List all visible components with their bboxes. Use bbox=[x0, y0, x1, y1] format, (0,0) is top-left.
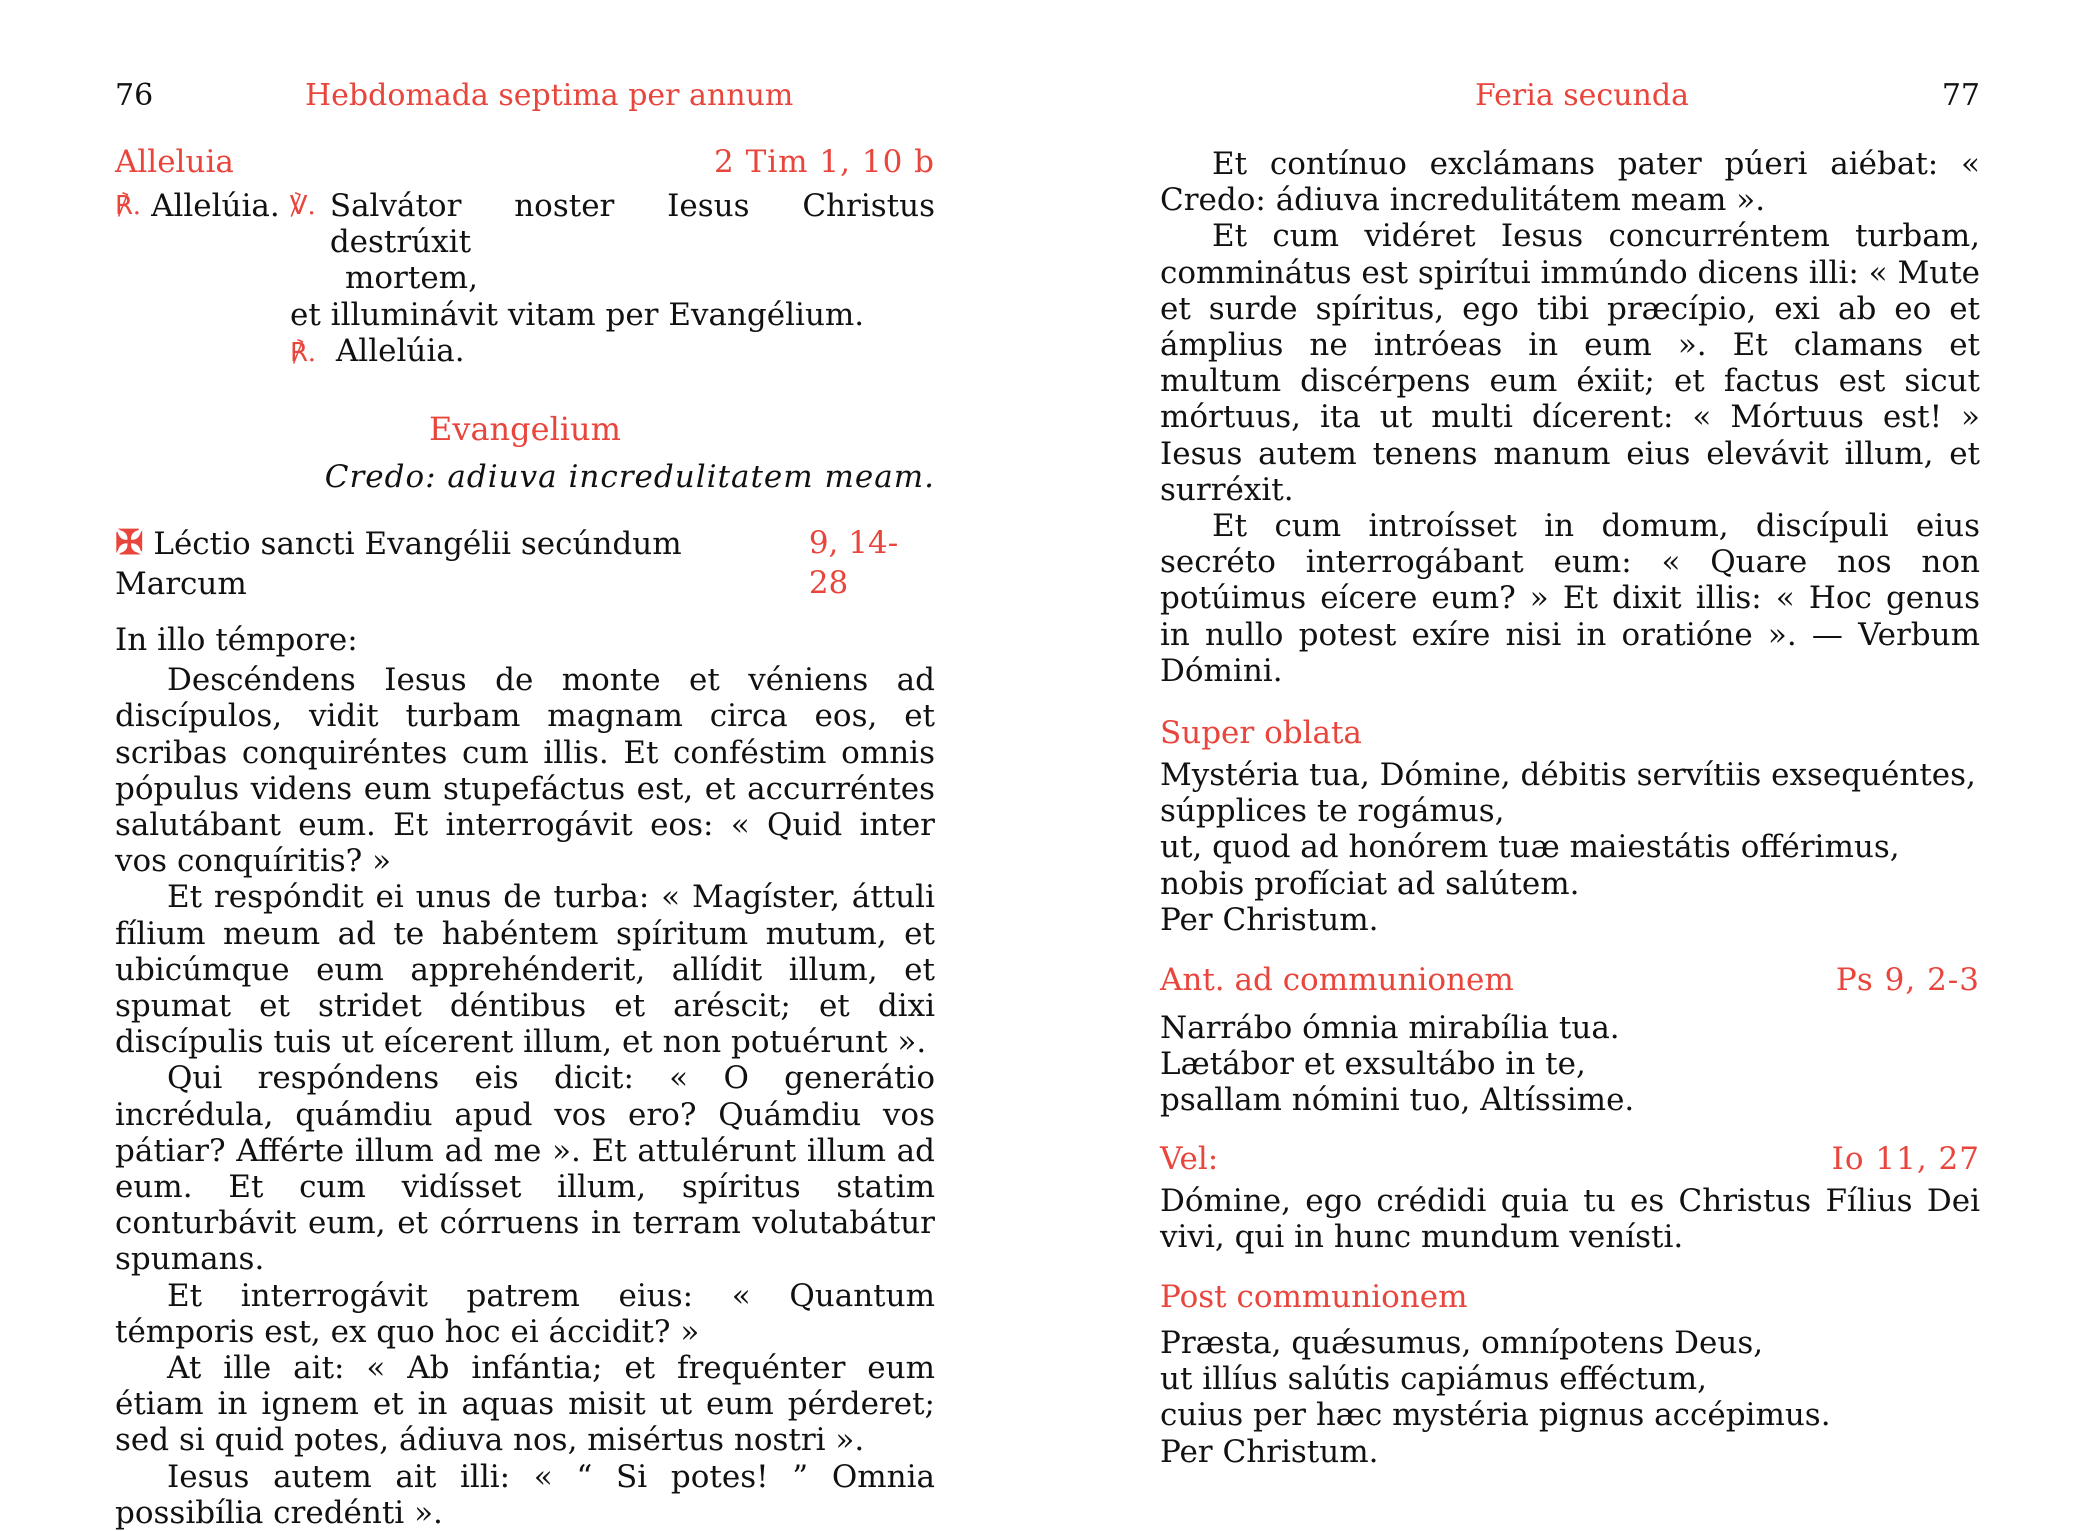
evangelium-heading: Evangelium bbox=[429, 410, 621, 449]
gospel-paragraph: Iesus autem ait illi: « “ Si potes! ” Omnia possibília credénti ». bbox=[115, 1458, 935, 1531]
alleluia-response: Allelúia. bbox=[151, 188, 280, 224]
right-page bbox=[1160, 0, 1980, 1500]
alleluia-closing: Allelúia. bbox=[335, 332, 465, 369]
alleluia-reference: 2 Tim 1, 10 b bbox=[714, 144, 935, 180]
alleluia-heading: Alleluia bbox=[115, 144, 234, 180]
left-page bbox=[115, 0, 935, 1531]
page-number-left: 76 bbox=[115, 78, 154, 113]
antiphon-line: Narrábo ómnia mirabília tua. bbox=[1160, 1010, 1620, 1047]
communion-antiphon-reference: Ps 9, 2-3 bbox=[1835, 962, 1980, 999]
gospel-continuation-paragraph: Et contínuo exclámans pater púeri aiébat: « Credo: ádiuva incredulitátem meam ». bbox=[1160, 146, 1980, 219]
gospel-continuation-paragraph: Et cum vidéret Iesus concurréntem turbam, comminátus est spirítui immúndo dicens illi: « Mute et surde spíritus, ego tibi præcípio, exi ab eo et ámplius ne intróeas in eum ». Et clamans et multum discérpens eum éxiit; et factus est sicut mórtuus, ita ut multi dícerent: « Mórtuus est! » Iesus autem tenens manum eius elevávit illum, et surréxit. bbox=[1160, 218, 1981, 508]
prayer-line: nobis profíciat ad salútem. bbox=[1160, 865, 1580, 902]
gospel-continuation-paragraph: Et cum introísset in domum, discípuli eius secréto interrogábant eum: « Quare nos non potúimus eícere eum? » Et dixit illis: « Hoc genus in nullo potest exíre nisi in oratióne ». — Verbum Dómini. bbox=[1160, 508, 1980, 689]
vel-heading-row bbox=[1160, 1139, 1980, 1179]
vel-reference: Io 11, 27 bbox=[1831, 1140, 1980, 1177]
alleluia-verse-line2: et illuminávit vitam per Evangélium. bbox=[290, 296, 865, 333]
running-head-left bbox=[115, 78, 935, 118]
prayer-line: cuius per hæc mystéria pignus accépimus. bbox=[1160, 1397, 1831, 1434]
gospel-paragraph: Et respóndit ei unus de turba: « Magíster, áttuli fílium meum ad te habéntem spíritum mutum, et ubicúmque eum apprehénderit, allídit illum, et spumat et stridet déntibus et aréscit; et dixi discípulis tuis ut eícerent illum, et non potuérunt ». bbox=[115, 879, 935, 1061]
antiphon-line: psallam nómini tuo, Altíssime. bbox=[1160, 1082, 1635, 1119]
alleluia-heading-row bbox=[115, 142, 935, 182]
response-symbol-closing: ℟. bbox=[290, 337, 317, 368]
post-communionem-heading-row bbox=[1160, 1277, 1980, 1317]
super-oblata-heading: Super oblata bbox=[1160, 715, 1362, 752]
super-oblata-heading-row bbox=[1160, 713, 1980, 753]
running-title-right: Feria secunda bbox=[1475, 78, 1689, 113]
running-title-left: Hebdomada septima per annum bbox=[305, 78, 794, 113]
prayer-line: ut illíus salútis capiámus efféctum, bbox=[1160, 1361, 1708, 1398]
alleluia-verse-line1: Salvátor noster Iesus Christus destrúxit bbox=[329, 188, 935, 261]
lectio-title: Léctio sancti Evangélii secúndum Marcum bbox=[115, 526, 682, 603]
gospel-intro: In illo témpore: bbox=[115, 622, 358, 659]
alleluia-verse-line1b: mortem, bbox=[345, 260, 478, 297]
gospel-paragraph: Descéndens Iesus de monte et véniens ad discípulos, vidit turbam magnam circa eos, et scribas conquiréntes cum illis. Et conféstim omnis pópulus videns eum stupefáctus est, et accurréntes salutábant eum. Et interrogávit eos: « Quid inter vos conquíritis? » bbox=[115, 662, 935, 880]
alleluia-closing-row bbox=[115, 333, 935, 371]
response-symbol: ℟. bbox=[115, 191, 142, 221]
vel-text: Dómine, ego crédidi quia tu es Christus Fílius Dei vivi, qui in hunc mundum venísti. bbox=[1160, 1182, 1980, 1255]
prayer-line: súpplices te rogámus, bbox=[1160, 793, 1505, 830]
versicle-symbol: ℣. bbox=[289, 191, 316, 221]
alleluia-verse-row bbox=[115, 188, 935, 260]
evangelium-motto: Credo: adiuva incredulitatem meam. bbox=[324, 459, 935, 496]
post-communionem-heading: Post communionem bbox=[1160, 1279, 1468, 1316]
prayer-line: ut, quod ad honórem tuæ maiestátis offérimus, bbox=[1160, 829, 1900, 866]
antiphon-line: Lætábor et exsultábo in te, bbox=[1160, 1046, 1586, 1083]
vel-heading: Vel: bbox=[1160, 1140, 1219, 1177]
prayer-line: Mystéria tua, Dómine, débitis servítiis exsequéntes, bbox=[1160, 757, 1976, 794]
prayer-line: Per Christum. bbox=[1160, 1433, 1379, 1470]
gospel-paragraph: At ille ait: « Ab infántia; et frequénter eum étiam in ignem et in aquas misit ut eum pérderet; sed si quid potes, ádiuva nos, misértus nostri ». bbox=[115, 1350, 935, 1459]
prayer-line: Per Christum. bbox=[1160, 901, 1379, 938]
running-head-right bbox=[1160, 78, 1980, 118]
gospel-paragraph: Et interrogávit patrem eius: « Quantum témporis est, ex quo hoc ei áccidit? » bbox=[115, 1277, 935, 1350]
lectio-row bbox=[115, 523, 935, 604]
communion-antiphon-heading-row bbox=[1160, 960, 1980, 1000]
cross-icon: ✠ bbox=[115, 523, 144, 564]
lectio-reference: 9, 14-28 bbox=[808, 525, 899, 602]
page-number-right: 77 bbox=[1941, 78, 1980, 113]
gospel-paragraph: Qui respóndens eis dicit: « O generátio incrédula, quámdiu apud vos ero? Quámdiu vos pátiar? Afférte illum ad me ». Et attulérunt illum ad eum. Et cum vidísset illum, spíritus statim conturbávit eum, et córruens in terram volutabátur spumans. bbox=[115, 1060, 935, 1278]
communion-antiphon-heading: Ant. ad communionem bbox=[1160, 962, 1514, 999]
prayer-line: Præsta, quǽsumus, omnípotens Deus, bbox=[1160, 1325, 1764, 1362]
